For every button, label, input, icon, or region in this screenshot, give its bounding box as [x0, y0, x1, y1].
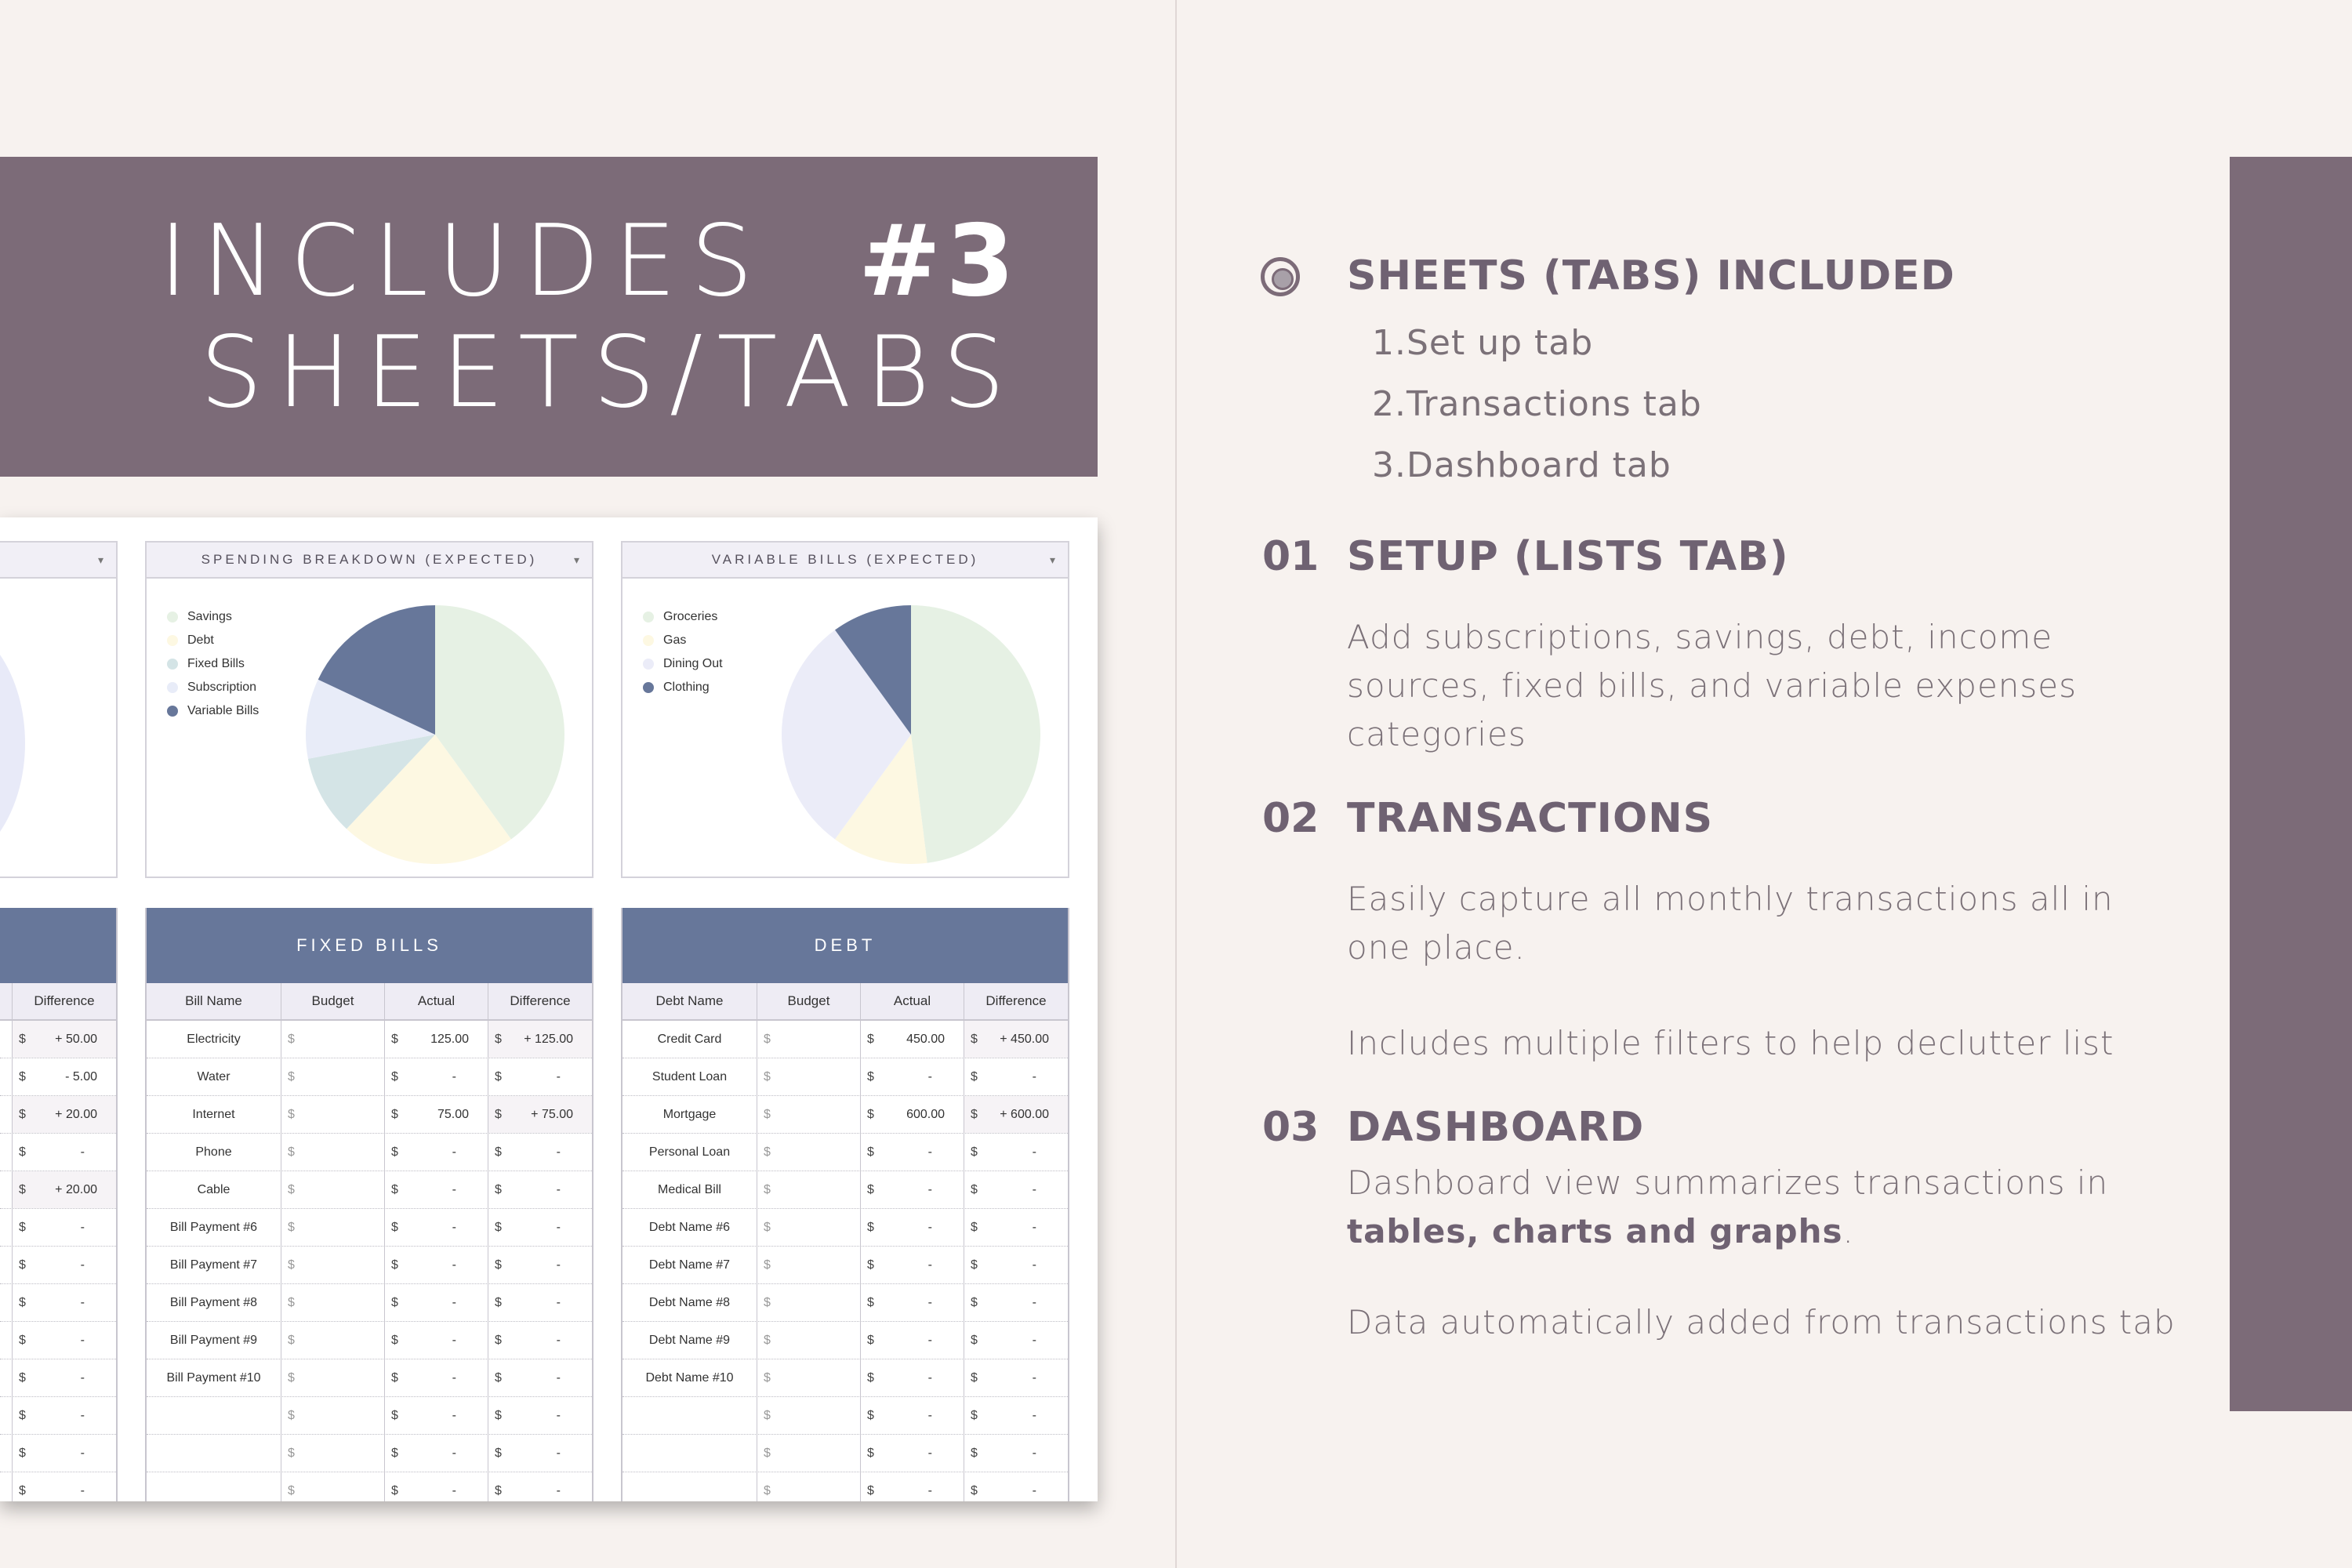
column-header: Bill Name — [147, 983, 281, 1019]
cell-budget: $ — [281, 1284, 385, 1321]
cell-actual: $ 75.00 — [385, 1096, 488, 1133]
legend-label: Dining Out — [663, 657, 723, 670]
chart-panel-header — [0, 543, 116, 579]
cell-budget: $ — [757, 1359, 861, 1396]
cell-name: Debt Name #9 — [622, 1322, 757, 1359]
dashboard-heading: DASHBOARD — [1347, 1104, 1645, 1151]
cell-actual: $ - — [385, 1359, 488, 1396]
cell-spacer — [0, 1209, 13, 1246]
cell-difference: $ - — [971, 1258, 1036, 1272]
cell-difference: $ - — [495, 1483, 561, 1497]
cell-difference: $ + 450.00 — [964, 1021, 1068, 1058]
table-row — [147, 1435, 592, 1472]
cell-budget: $ — [757, 1322, 861, 1359]
table-row — [0, 1058, 116, 1096]
cell-actual: $ - — [861, 1397, 964, 1434]
cell-budget: $ — [757, 1284, 861, 1321]
cell-difference: $ - — [495, 1333, 561, 1347]
table-row — [0, 1021, 116, 1058]
legend-swatch — [167, 635, 178, 646]
section-number-02: 02 — [1262, 795, 1319, 842]
cell-budget: $ — [281, 1397, 385, 1434]
legend-label: Gas — [663, 633, 687, 647]
table-row — [622, 1284, 1068, 1322]
table-row — [147, 1322, 592, 1359]
banner-includes: INCLUDES — [158, 203, 768, 318]
cell-difference: $ - — [495, 1446, 561, 1460]
cell-difference: $ - — [971, 1069, 1036, 1083]
chart-panel-spending — [145, 541, 593, 878]
chevron-down-icon[interactable]: ▾ — [573, 554, 583, 566]
cell-difference: $ - — [971, 1333, 1036, 1347]
cell-budget: $ — [281, 1435, 385, 1472]
partial-table-header — [0, 908, 116, 983]
table-row — [622, 1435, 1068, 1472]
cell-name: Medical Bill — [622, 1171, 757, 1208]
table-row — [0, 1209, 116, 1247]
legend-label: Variable Bills — [187, 704, 260, 717]
dashboard-description: Dashboard view summarizes transactions in tables, charts and graphs. — [1347, 1163, 2109, 1250]
cell-actual: $ - — [385, 1435, 488, 1472]
cell-name: Bill Payment #8 — [147, 1284, 281, 1321]
cell-difference: $ - — [971, 1295, 1036, 1309]
table-row — [0, 1171, 116, 1209]
cell-spacer — [0, 1021, 13, 1058]
cell-difference: $ - — [19, 1220, 85, 1234]
cell-difference: $ - — [19, 1483, 85, 1497]
cell-difference: $ + 600.00 — [964, 1096, 1068, 1133]
cell-difference: $ + 75.00 — [488, 1096, 592, 1133]
cell-actual: $ - — [385, 1171, 488, 1208]
cell-difference: $ - — [19, 1333, 85, 1347]
cell-name: Debt Name #7 — [622, 1247, 757, 1283]
chart-title-variable — [622, 543, 1068, 579]
cell-difference: $ - — [19, 1295, 85, 1309]
cell-name: Bill Payment #6 — [147, 1209, 281, 1246]
cell-difference: $ - — [495, 1069, 561, 1083]
tabs-list — [1372, 323, 1702, 506]
column-header: Difference — [510, 993, 571, 1008]
table-row — [147, 1058, 592, 1096]
transactions-filters-note: Includes multiple filters to help declutter list — [1347, 1024, 2114, 1062]
cell-name: Cable — [147, 1171, 281, 1208]
cell-actual: $ - — [861, 1058, 964, 1095]
cell-name — [147, 1435, 281, 1472]
cell-difference: $ - — [19, 1370, 85, 1385]
cell-spacer — [0, 1171, 13, 1208]
cell-name: Personal Loan — [622, 1134, 757, 1171]
tab-list-item: 3.Dashboard tab — [1372, 445, 1671, 485]
cell-name: Phone — [147, 1134, 281, 1171]
cell-actual: $ - — [861, 1209, 964, 1246]
table-row — [622, 1209, 1068, 1247]
spreadsheet-preview — [0, 517, 1098, 1501]
table-row — [147, 1359, 592, 1397]
legend-item — [167, 629, 259, 652]
cell-budget: $ — [757, 1134, 861, 1171]
banner-count: #3 — [858, 203, 1019, 318]
fixed-bills-columns — [147, 983, 592, 1021]
cell-actual: $ 600.00 — [861, 1096, 964, 1133]
table-row — [622, 1472, 1068, 1501]
legend-swatch — [167, 612, 178, 622]
fixed-bills-title: FIXED BILLS — [147, 908, 592, 983]
cell-actual: $ - — [861, 1359, 964, 1396]
cell-budget: $ — [757, 1472, 861, 1501]
cell-difference: $ - — [495, 1220, 561, 1234]
chart-legend-variable — [643, 605, 723, 699]
legend-item — [643, 652, 723, 676]
cell-actual: $ 125.00 — [385, 1021, 488, 1058]
table-row — [0, 1284, 116, 1322]
table-row — [147, 1284, 592, 1322]
debt-title: DEBT — [622, 908, 1068, 983]
setup-heading: SETUP (LISTS TAB) — [1347, 533, 1789, 580]
legend-item — [167, 699, 259, 723]
cell-difference: $ - — [19, 1408, 85, 1422]
cell-name: Debt Name #6 — [622, 1209, 757, 1246]
cell-difference: $ - — [971, 1370, 1036, 1385]
table-row — [0, 1472, 116, 1501]
chevron-down-icon[interactable]: ▾ — [97, 554, 107, 566]
cell-budget: $ — [281, 1096, 385, 1133]
cell-difference: $ - — [19, 1258, 85, 1272]
cell-actual: $ - — [861, 1134, 964, 1171]
legend-label: Groceries — [663, 610, 718, 623]
legend-item — [167, 605, 259, 629]
cell-difference: $ - — [971, 1446, 1036, 1460]
legend-label: Debt — [187, 633, 214, 647]
table-row — [0, 1096, 116, 1134]
cell-name: Bill Payment #10 — [147, 1359, 281, 1396]
pie-chart-spending — [294, 597, 576, 880]
cell-difference: $ - — [495, 1370, 561, 1385]
table-row — [622, 1096, 1068, 1134]
cell-difference: $ - — [19, 1145, 85, 1159]
table-row — [622, 1021, 1068, 1058]
cell-budget: $ — [281, 1134, 385, 1171]
cell-name: Water — [147, 1058, 281, 1095]
column-header: Actual — [861, 983, 964, 1019]
transactions-description: Easily capture all monthly transactions all in one place. — [1347, 880, 2114, 967]
table-row — [147, 1209, 592, 1247]
fixed-bills-table — [145, 908, 593, 1501]
cell-difference: $ - — [495, 1295, 561, 1309]
cell-difference: $ - — [971, 1408, 1036, 1422]
cell-actual: $ - — [385, 1322, 488, 1359]
cell-difference: $ - — [971, 1220, 1036, 1234]
legend-label: Clothing — [663, 681, 710, 694]
cell-name: Bill Payment #9 — [147, 1322, 281, 1359]
cell-budget: $ — [757, 1247, 861, 1283]
cell-actual: $ - — [385, 1472, 488, 1501]
column-header: Difference — [985, 993, 1047, 1008]
partial-table — [0, 908, 118, 1501]
table-row — [622, 1322, 1068, 1359]
cell-name: Debt Name #8 — [622, 1284, 757, 1321]
table-row — [622, 1058, 1068, 1096]
legend-swatch — [643, 635, 654, 646]
tabs-heading: SHEETS (TABS) INCLUDED — [1347, 252, 1955, 299]
cell-name: Electricity — [147, 1021, 281, 1058]
legend-swatch — [643, 659, 654, 670]
pie-slice-partial — [0, 618, 25, 869]
table-row — [622, 1134, 1068, 1171]
cell-budget: $ — [281, 1209, 385, 1246]
table-row — [147, 1134, 592, 1171]
table-row — [147, 1096, 592, 1134]
cell-difference: $ - — [19, 1446, 85, 1460]
chart-legend-spending — [167, 605, 259, 723]
cell-name: Credit Card — [622, 1021, 757, 1058]
table-row — [0, 1435, 116, 1472]
table-row — [147, 1397, 592, 1435]
section-number-03: 03 — [1262, 1104, 1319, 1151]
chart-title-spending — [147, 543, 592, 579]
chart-title-text: VARIABLE BILLS (EXPECTED) — [711, 552, 979, 567]
cell-difference: $ - — [495, 1408, 561, 1422]
table-row — [0, 1397, 116, 1435]
legend-swatch — [167, 659, 178, 670]
legend-item — [167, 676, 259, 699]
cell-name — [622, 1397, 757, 1434]
setup-description: Add subscriptions, savings, debt, income sources, fixed bills, and variable expenses categories — [1347, 618, 2078, 753]
legend-item — [643, 629, 723, 652]
cell-difference: $ - — [971, 1145, 1036, 1159]
cell-budget: $ — [281, 1322, 385, 1359]
cell-actual: $ - — [385, 1134, 488, 1171]
banner-line-1 — [158, 203, 1019, 318]
table-row — [622, 1247, 1068, 1284]
cell-name: Internet — [147, 1096, 281, 1133]
cell-name: Student Loan — [622, 1058, 757, 1095]
column-header: Actual — [385, 983, 488, 1019]
dashboard-data-note: Data automatically added from transactions tab — [1347, 1303, 2176, 1341]
table-row — [622, 1171, 1068, 1209]
cell-spacer — [0, 1435, 13, 1472]
cell-budget: $ — [281, 1247, 385, 1283]
cell-actual: $ 450.00 — [861, 1021, 964, 1058]
chart-panel-partial — [0, 541, 118, 878]
pie-slice-groceries — [911, 605, 1040, 863]
debt-table — [621, 908, 1069, 1501]
column-header: Budget — [757, 983, 861, 1019]
cell-name — [147, 1397, 281, 1434]
cell-name: Mortgage — [622, 1096, 757, 1133]
radio-target-icon — [1261, 257, 1300, 296]
debt-columns — [622, 983, 1068, 1021]
cell-budget: $ — [281, 1171, 385, 1208]
table-row — [0, 1322, 116, 1359]
cell-name: Debt Name #10 — [622, 1359, 757, 1396]
partial-table-columns — [0, 983, 116, 1021]
cell-difference: $ + 20.00 — [13, 1171, 116, 1208]
cell-actual: $ - — [385, 1247, 488, 1283]
cell-budget: $ — [281, 1058, 385, 1095]
cell-budget: $ — [757, 1397, 861, 1434]
banner-line-2: SHEETS/TABS — [200, 314, 1019, 430]
legend-item — [643, 676, 723, 699]
page-divider — [1175, 0, 1177, 1568]
cell-difference: $ - — [495, 1258, 561, 1272]
cell-name: Bill Payment #7 — [147, 1247, 281, 1283]
cell-actual: $ - — [385, 1209, 488, 1246]
cell-spacer — [0, 1397, 13, 1434]
cell-budget: $ — [757, 1021, 861, 1058]
legend-swatch — [167, 682, 178, 693]
cell-budget: $ — [281, 1472, 385, 1501]
pie-chart-variable — [770, 597, 1052, 880]
tab-list-item: 1.Set up tab — [1372, 323, 1594, 363]
legend-label: Fixed Bills — [187, 657, 245, 670]
cell-budget: $ — [757, 1058, 861, 1095]
transactions-heading: TRANSACTIONS — [1347, 795, 1714, 842]
cell-spacer — [0, 1284, 13, 1321]
cell-actual: $ - — [861, 1322, 964, 1359]
cell-name — [622, 1435, 757, 1472]
legend-swatch — [643, 612, 654, 622]
table-row — [0, 1359, 116, 1397]
cell-actual: $ - — [861, 1435, 964, 1472]
decorative-side-bar — [2230, 157, 2352, 1411]
legend-swatch — [643, 682, 654, 693]
cell-budget: $ — [757, 1171, 861, 1208]
cell-actual: $ - — [385, 1284, 488, 1321]
legend-item — [643, 605, 723, 629]
section-number-01: 01 — [1262, 533, 1319, 580]
cell-budget: $ — [281, 1021, 385, 1058]
table-row — [147, 1472, 592, 1501]
cell-spacer — [0, 1322, 13, 1359]
table-row — [0, 1134, 116, 1171]
cell-difference: $ - — [495, 1182, 561, 1196]
cell-difference: $ - — [495, 1145, 561, 1159]
chart-title-text: SPENDING BREAKDOWN (EXPECTED) — [201, 552, 538, 567]
legend-label: Subscription — [187, 681, 257, 694]
column-header: Budget — [281, 983, 385, 1019]
cell-difference: $ + 50.00 — [13, 1021, 116, 1058]
cell-spacer — [0, 1359, 13, 1396]
cell-name — [622, 1472, 757, 1501]
title-banner — [0, 157, 1098, 477]
column-header: Debt Name — [622, 983, 757, 1019]
cell-budget: $ — [757, 1209, 861, 1246]
cell-actual: $ - — [861, 1171, 964, 1208]
chevron-down-icon[interactable]: ▾ — [1049, 554, 1058, 566]
chart-panel-variable — [621, 541, 1069, 878]
table-row — [147, 1021, 592, 1058]
cell-difference: $ + 20.00 — [13, 1096, 116, 1133]
cell-budget: $ — [757, 1435, 861, 1472]
cell-actual: $ - — [861, 1247, 964, 1283]
cell-difference: $ - — [971, 1182, 1036, 1196]
cell-spacer — [0, 1096, 13, 1133]
legend-swatch — [167, 706, 178, 717]
cell-spacer — [0, 1134, 13, 1171]
cell-spacer — [0, 1247, 13, 1283]
cell-name — [147, 1472, 281, 1501]
cell-budget: $ — [757, 1096, 861, 1133]
table-row — [622, 1359, 1068, 1397]
table-row — [147, 1171, 592, 1209]
tab-list-item: 2.Transactions tab — [1372, 384, 1702, 424]
legend-item — [167, 652, 259, 676]
column-header-difference: Difference — [34, 993, 95, 1008]
cell-spacer — [0, 1058, 13, 1095]
cell-difference: $ - 5.00 — [19, 1069, 97, 1083]
table-row — [622, 1397, 1068, 1435]
table-row — [147, 1247, 592, 1284]
cell-spacer — [0, 1472, 13, 1501]
table-row — [0, 1247, 116, 1284]
cell-difference: $ + 125.00 — [488, 1021, 592, 1058]
cell-actual: $ - — [861, 1472, 964, 1501]
partial-pie — [0, 579, 119, 877]
cell-actual: $ - — [385, 1397, 488, 1434]
cell-actual: $ - — [861, 1284, 964, 1321]
cell-budget: $ — [281, 1359, 385, 1396]
legend-label: Savings — [187, 610, 232, 623]
cell-difference: $ - — [971, 1483, 1036, 1497]
cell-actual: $ - — [385, 1058, 488, 1095]
